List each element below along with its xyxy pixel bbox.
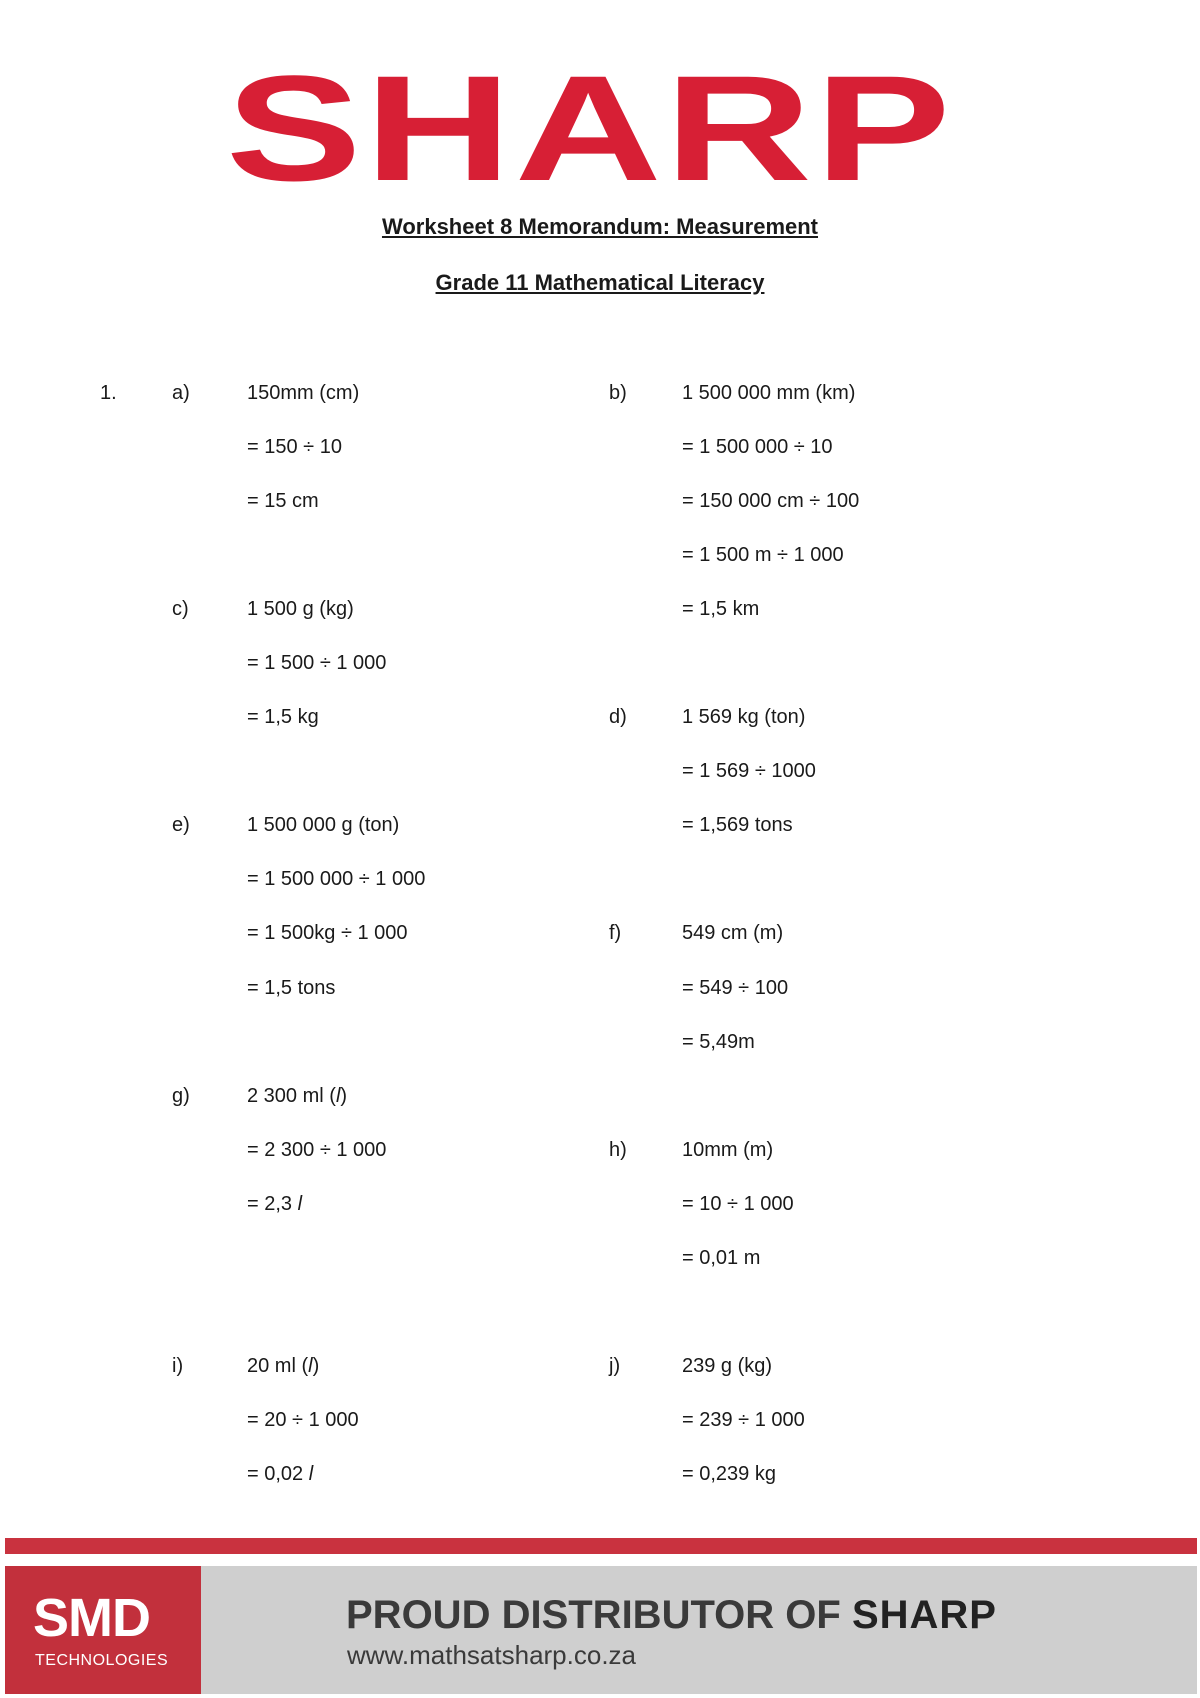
part-h-line-3: = 0,01 m bbox=[682, 1247, 761, 1269]
website-url[interactable]: www.mathsatsharp.co.za bbox=[347, 1640, 637, 1670]
part-f-label: f) bbox=[609, 922, 622, 944]
part-c-line-2: = 1 500 ÷ 1 000 bbox=[247, 652, 387, 674]
part-b-line-2: = 1 500 000 ÷ 10 bbox=[682, 436, 833, 458]
part-e-line-1: 1 500 000 g (ton) bbox=[247, 814, 400, 836]
part-j-line-2: = 239 ÷ 1 000 bbox=[682, 1409, 805, 1431]
part-c-line-3: = 1,5 kg bbox=[247, 706, 319, 728]
part-e-label: e) bbox=[172, 814, 190, 836]
part-d-label: d) bbox=[609, 706, 627, 728]
part-e-line-2: = 1 500 000 ÷ 1 000 bbox=[247, 868, 426, 890]
part-f-line-2: = 549 ÷ 100 bbox=[682, 977, 789, 999]
part-b-line-3: = 150 000 cm ÷ 100 bbox=[682, 490, 860, 512]
part-b-line-5: = 1,5 km bbox=[682, 598, 760, 620]
sharp-footer-logo: SHARP bbox=[851, 1593, 997, 1637]
smd-logo-text: SMD bbox=[33, 1588, 150, 1648]
part-h-label: h) bbox=[609, 1139, 627, 1161]
part-g-line-3: = 2,3 l bbox=[247, 1193, 303, 1215]
part-a-line-3: = 15 cm bbox=[247, 490, 319, 512]
part-j-label: j) bbox=[609, 1355, 621, 1377]
distributor-tagline: PROUD DISTRIBUTOR OF SHARP bbox=[346, 1593, 997, 1637]
part-d-line-3: = 1,569 tons bbox=[682, 814, 793, 836]
part-i-line-3: = 0,02 l bbox=[247, 1463, 314, 1485]
footer-divider bbox=[5, 1538, 1197, 1554]
part-f-line-3: = 5,49m bbox=[682, 1031, 755, 1053]
part-h-line-1: 10mm (m) bbox=[682, 1139, 774, 1161]
part-b-line-4: = 1 500 m ÷ 1 000 bbox=[682, 544, 844, 566]
sharp-logo-text: SHARP bbox=[226, 43, 954, 212]
part-i-label: i) bbox=[172, 1355, 184, 1377]
part-g-line-2: = 2 300 ÷ 1 000 bbox=[247, 1139, 387, 1161]
part-b-label: b) bbox=[609, 382, 627, 404]
part-g-label: g) bbox=[172, 1085, 190, 1107]
part-j-line-3: = 0,239 kg bbox=[682, 1463, 776, 1485]
question-number: 1. bbox=[100, 382, 117, 404]
part-a-line-1: 150mm (cm) bbox=[247, 382, 360, 404]
part-d-line-2: = 1 569 ÷ 1000 bbox=[682, 760, 816, 782]
part-i-line-2: = 20 ÷ 1 000 bbox=[247, 1409, 359, 1431]
part-d-line-1: 1 569 kg (ton) bbox=[682, 706, 806, 728]
part-b-line-1: 1 500 000 mm (km) bbox=[682, 382, 856, 404]
part-j-line-1: 239 g (kg) bbox=[682, 1355, 773, 1377]
part-c-label: c) bbox=[172, 598, 189, 620]
part-c-line-1: 1 500 g (kg) bbox=[247, 598, 354, 620]
sharp-logo bbox=[205, 43, 975, 212]
part-e-line-3: = 1 500kg ÷ 1 000 bbox=[247, 922, 408, 944]
smd-logo-subtext: TECHNOLOGIES bbox=[35, 1652, 169, 1669]
part-a-line-2: = 150 ÷ 10 bbox=[247, 436, 342, 458]
part-h-line-2: = 10 ÷ 1 000 bbox=[682, 1193, 794, 1215]
part-i-line-1: 20 ml (l) bbox=[247, 1355, 320, 1377]
worksheet-subtitle: Grade 11 Mathematical Literacy bbox=[435, 270, 765, 295]
worksheet-title: Worksheet 8 Memorandum: Measurement bbox=[381, 214, 819, 239]
smd-logo bbox=[5, 1566, 201, 1694]
part-a-label: a) bbox=[172, 382, 190, 404]
part-g-line-1: 2 300 ml (l) bbox=[247, 1085, 348, 1107]
part-e-line-4: = 1,5 tons bbox=[247, 977, 336, 999]
part-f-line-1: 549 cm (m) bbox=[682, 922, 784, 944]
